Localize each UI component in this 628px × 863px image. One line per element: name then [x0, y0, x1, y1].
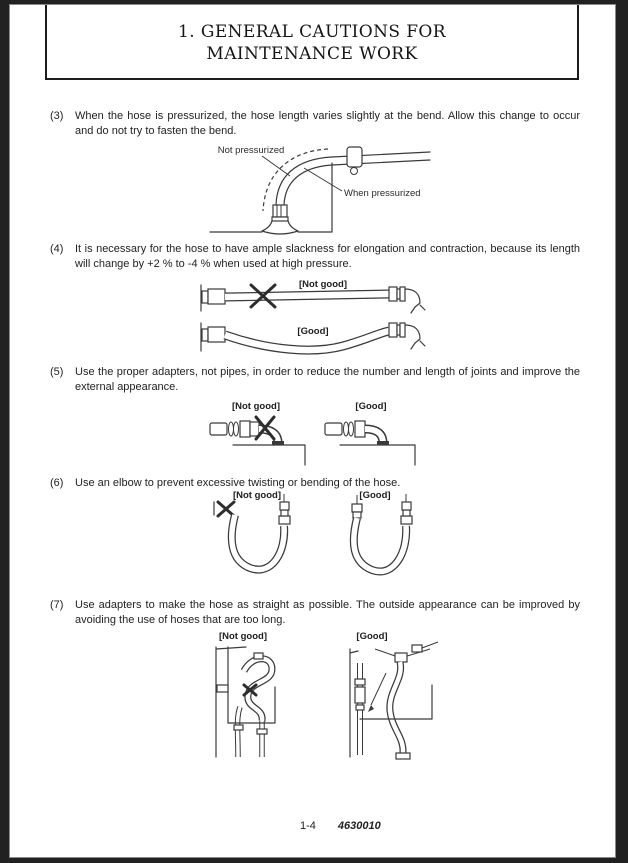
hose-fitting	[389, 287, 397, 301]
top-fitting	[395, 653, 407, 662]
hose-fitting	[279, 516, 290, 524]
figure-elbow	[202, 488, 432, 590]
hose-fitting	[208, 289, 225, 304]
arrow-head	[368, 705, 374, 712]
hose-fitting	[208, 327, 225, 342]
item-number: (4)	[50, 243, 64, 255]
elbow-fitting	[352, 504, 362, 512]
figure-label-good: [Good]	[356, 631, 388, 642]
elbow-end	[405, 289, 425, 313]
hose-end	[210, 423, 227, 435]
figure-label-not-good: [Not good]	[232, 490, 282, 501]
hose-taut-fill	[225, 294, 389, 297]
page-title-line2: MAINTENANCE WORK	[206, 43, 418, 64]
ledge-line	[340, 445, 415, 465]
fitting-ring	[403, 510, 410, 516]
figure-label-good: [Good]	[355, 401, 387, 412]
list-item-4	[50, 242, 580, 271]
joint-ring	[229, 422, 234, 436]
elbow-pipe-fill	[365, 429, 383, 443]
hose-fitting	[389, 323, 397, 337]
fitting-ring	[353, 512, 361, 518]
page-title-box	[45, 5, 579, 80]
document-number: 4630010	[337, 820, 381, 832]
figure-label-not-good: [Not good]	[298, 279, 348, 290]
figure-label-not-good: [Not good]	[231, 401, 281, 412]
page-footer	[300, 820, 381, 832]
figure-hose-bend	[192, 143, 432, 240]
figure-hose-slackness	[193, 277, 433, 359]
figure-label-when-pressurized: When pressurized	[344, 188, 421, 199]
joint-foot	[272, 441, 284, 445]
tube-fitting	[355, 687, 365, 703]
item-number: (3)	[50, 110, 64, 122]
end-fitting	[396, 753, 410, 759]
page-number: 1-4	[300, 820, 316, 832]
joint-nut	[240, 421, 250, 437]
u-hose-fill	[232, 515, 284, 570]
hose-fitting	[273, 205, 287, 217]
figure-label-good: [Good]	[297, 326, 329, 337]
fitting-nut	[400, 287, 405, 301]
side-fitting	[217, 685, 228, 692]
tube-ring	[355, 679, 365, 685]
elbow-end	[405, 325, 425, 349]
hose-ring	[234, 725, 243, 730]
hose-fitting	[202, 291, 208, 303]
item-number: (6)	[50, 477, 64, 489]
hose-ring	[257, 729, 267, 734]
small-fitting	[412, 645, 422, 652]
joint-ring	[349, 422, 354, 436]
fitting-nut	[400, 323, 405, 337]
fitting-ring	[281, 510, 288, 516]
x-mark	[218, 502, 234, 516]
joint-nut	[355, 421, 365, 437]
ledge-line	[233, 445, 305, 465]
figure-label-not-pressurized: Not pressurized	[217, 145, 285, 156]
hose-fitting	[254, 653, 263, 659]
joint-ring	[344, 422, 349, 436]
item-number: (5)	[50, 366, 64, 378]
clamp-bolt	[351, 168, 358, 175]
arrow-line	[371, 673, 386, 705]
item-text: When the hose is pressurized, the hose length varies slightly at the bend. Allow this change to occur and do not try to fasten the bend.	[75, 110, 580, 137]
joint-foot	[377, 441, 389, 445]
list-item-7	[50, 598, 580, 627]
fitting-ring	[272, 217, 288, 221]
document-page	[10, 5, 615, 857]
hose-fitting	[401, 516, 412, 524]
tube-ring	[356, 705, 364, 710]
joint-ring	[234, 422, 239, 436]
hose-fitting	[202, 329, 208, 341]
u-hose-fill	[354, 518, 406, 571]
figure-label-good: [Good]	[359, 490, 391, 501]
figure-routing	[200, 629, 440, 763]
list-item-3	[50, 109, 580, 138]
figure-label-not-good: [Not good]	[218, 631, 268, 642]
fitting-bell	[262, 221, 298, 234]
fitting-nut	[280, 502, 289, 510]
item-text: Use adapters to make the hose as straight as possible. The outside appearance can be improved by avoiding the use of hoses that are too long.	[75, 599, 580, 626]
figure-adapters	[206, 399, 436, 469]
list-item-5	[50, 365, 580, 394]
hose-end	[325, 423, 342, 435]
frame-lines	[216, 647, 246, 757]
item-text: Use the proper adapters, not pipes, in order to reduce the number and length of joints and improve the external appearance.	[75, 366, 580, 393]
joint-nut	[250, 422, 259, 436]
item-text: Use an elbow to prevent excessive twisting or bending of the hose.	[75, 477, 401, 489]
leader-line	[304, 168, 342, 191]
hose-clamp	[347, 147, 362, 167]
item-text: It is necessary for the hose to have ample slackness for elongation and contraction, because its length will change by +2 % to -4 % when used at high pressure.	[75, 243, 580, 270]
item-number: (7)	[50, 599, 64, 611]
stub-line	[422, 642, 438, 648]
fitting-nut	[402, 502, 411, 510]
page-title-line1: 1. GENERAL CAUTIONS FOR	[178, 22, 446, 42]
